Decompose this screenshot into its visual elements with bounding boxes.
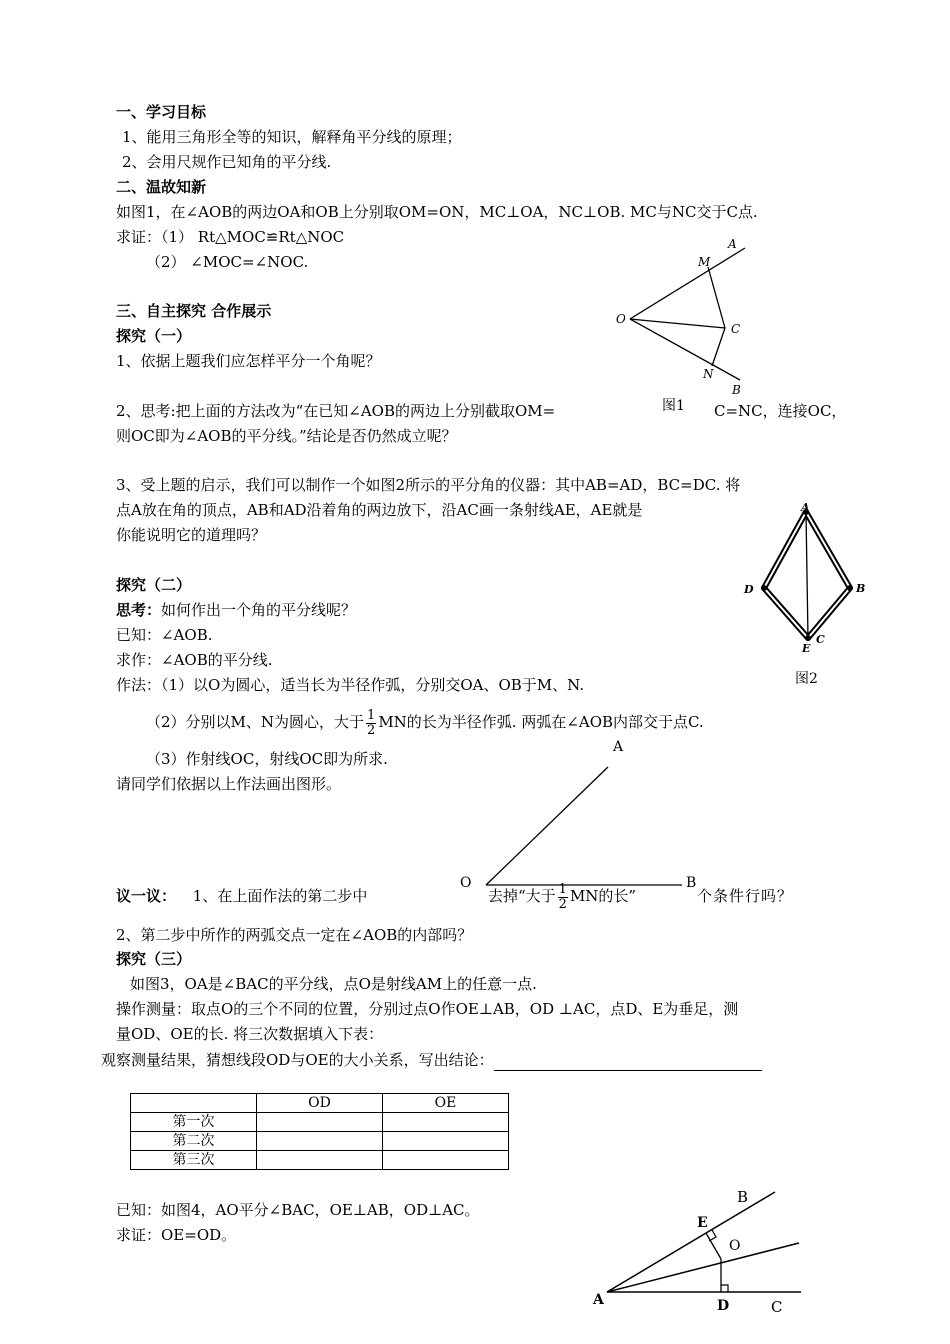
fig1-label-m: M [698,255,711,269]
explore3-p2: 操作测量：取点O的三个不同的位置，分别过点O作OE⊥AB，OD ⊥AC，点D、E为垂足，测 [116,1000,739,1018]
table-cell-oe[interactable] [383,1151,509,1170]
table-cell-od[interactable] [257,1151,383,1170]
table-header-cell [131,1094,257,1113]
figure-1 [600,230,760,400]
goal-item-1: 1、能用三角形全等的知识，解释角平分线的原理； [122,128,462,146]
table-row-label: 第三次 [131,1151,257,1170]
discuss-line-2: 2、第二步中所作的两弧交点一定在∠AOB的内部吗？ [116,926,473,944]
explore3-p1: 如图3，OA是∠BAC的平分线，点O是射线AM上的任意一点. [130,975,537,993]
angle-label-a: A [613,739,624,755]
discuss-line-1b [488,878,636,914]
figure-4 [585,1180,825,1330]
table-cell-oe[interactable] [383,1132,509,1151]
fig2-caption: 图2 [795,671,818,687]
fraction-half-2: $\frac{1}{2}$ [558,881,567,912]
think-label: 思考： [116,601,162,619]
explore2-think [116,599,356,621]
fig2-label-b: B [856,582,866,595]
fig2-label-e: E [802,642,811,655]
figure-2 [740,500,866,660]
fig2-label-c: C [816,633,825,646]
section2-title: 二、温故知新 [116,178,207,196]
table-header-row [131,1094,509,1113]
fig1-label-b: B [732,383,741,397]
explore2-known: 已知：∠AOB. [116,626,213,644]
discuss-1b: 去掉“大于 [488,887,556,905]
explore2-title: 探究（二） [116,576,192,594]
explore1-q2b: C=NC，连接OC， [714,402,847,420]
explore1-q3b: 点A放在角的顶点，AB和AD沿着角的两边放下，沿AC画一条射线AE，AE就是 [116,501,643,519]
review-line-1: 如图1，在∠AOB的两边OA和OB上分别取OM=ON，MC⊥OA，NC⊥OB. MC与NC交于C点. [116,203,758,221]
review-line-3: （2） ∠MOC=∠NOC. [146,253,309,271]
draw-prompt: 请同学们依据以上作法画出图形。 [116,775,342,793]
section1-title: 一、学习目标 [116,103,207,121]
explore1-q2a: 2、思考:把上面的方法改为“在已知∠AOB的两边上分别截取OM= [116,402,556,420]
discuss-1d: 个条件行吗？ [697,887,794,905]
explore1-title: 探究（一） [116,327,192,345]
explore3-p3: 量OD、OE的长. 将三次数据填入下表： [116,1025,384,1043]
fig1-label-c: C [731,322,741,336]
explore1-q1: 1、依据上题我们应怎样平分一个角呢？ [116,352,381,370]
proof-goal: 求证：OE=OD。 [116,1226,237,1244]
measurement-table [130,1093,509,1170]
angle-label-b: B [686,875,697,891]
fig4-label-e: E [697,1215,708,1231]
fig2-label-a: A [801,501,810,514]
method-step-2a: （2）分别以M、N为圆心，大于 [146,713,365,731]
fig1-label-o: O [616,312,626,326]
angle-aob-figure [450,735,720,895]
table-row [131,1132,509,1151]
discuss-line-1 [116,878,367,914]
explore1-q3a: 3、受上题的启示，我们可以制作一个如图2所示的平分角的仪器：其中AB=AD，BC=DC. 将 [116,476,741,494]
explore1-q2c: 则OC即为∠AOB的平分线。”结论是否仍然成立呢？ [116,427,457,445]
explore2-requirement: 求作：∠AOB的平分线. [116,651,273,669]
discuss-1a: 1、在上面作法的第二步中 [192,887,368,905]
table-row [131,1151,509,1170]
section3-title: 三、自主探究 合作展示 [116,302,272,320]
fig4-label-c: C [771,1298,783,1316]
table-cell-od[interactable] [257,1132,383,1151]
fig4-label-b: B [737,1188,749,1206]
table-row-label: 第二次 [131,1132,257,1151]
fig4-label-a: A [593,1292,604,1308]
angle-label-o: O [460,875,472,891]
proof-known: 已知：如图4，AO平分∠BAC，OE⊥AB，OD⊥AC。 [116,1201,480,1219]
method-step-2b: MN的长为半径作弧. 两弧在∠AOB内部交于点C. [378,713,704,731]
method-step-3: （3）作射线OC，射线OC即为所求. [146,750,388,768]
think-text: 如何作出一个角的平分线呢？ [161,601,357,619]
fig4-label-d: D [717,1298,730,1314]
explore1-q3c: 你能说明它的道理吗？ [116,526,267,544]
discuss-1c: MN的长” [569,887,637,905]
fig1-label-n: N [703,367,714,381]
table-header-od: OD [257,1094,383,1113]
conclusion-blank[interactable] [494,1054,762,1071]
table-row [131,1113,509,1132]
review-line-2: 求证：（1） Rt△MOC≌Rt△NOC [116,228,345,246]
fig2-label-d: D [744,583,754,596]
discuss-label: 议一议： [116,887,177,905]
conclusion-prompt: 观察测量结果，猜想线段OD与OE的大小关系，写出结论： [101,1051,494,1069]
fraction-half: $\frac{1}{2}$ [367,707,376,738]
explore3-p4 [101,1049,762,1071]
fig4-label-o: O [729,1238,741,1254]
table-row-label: 第一次 [131,1113,257,1132]
goal-item-2: 2、会用尺规作已知角的平分线. [122,153,332,171]
fig1-label-a: A [728,237,737,251]
method-step-1: 作法：（1）以O为圆心，适当长为半径作弧，分别交OA、OB于M、N. [116,676,585,694]
table-cell-od[interactable] [257,1113,383,1132]
table-header-oe: OE [383,1094,509,1113]
explore3-title: 探究（三） [116,950,192,968]
fig1-caption: 图1 [658,395,689,415]
table-cell-oe[interactable] [383,1113,509,1132]
